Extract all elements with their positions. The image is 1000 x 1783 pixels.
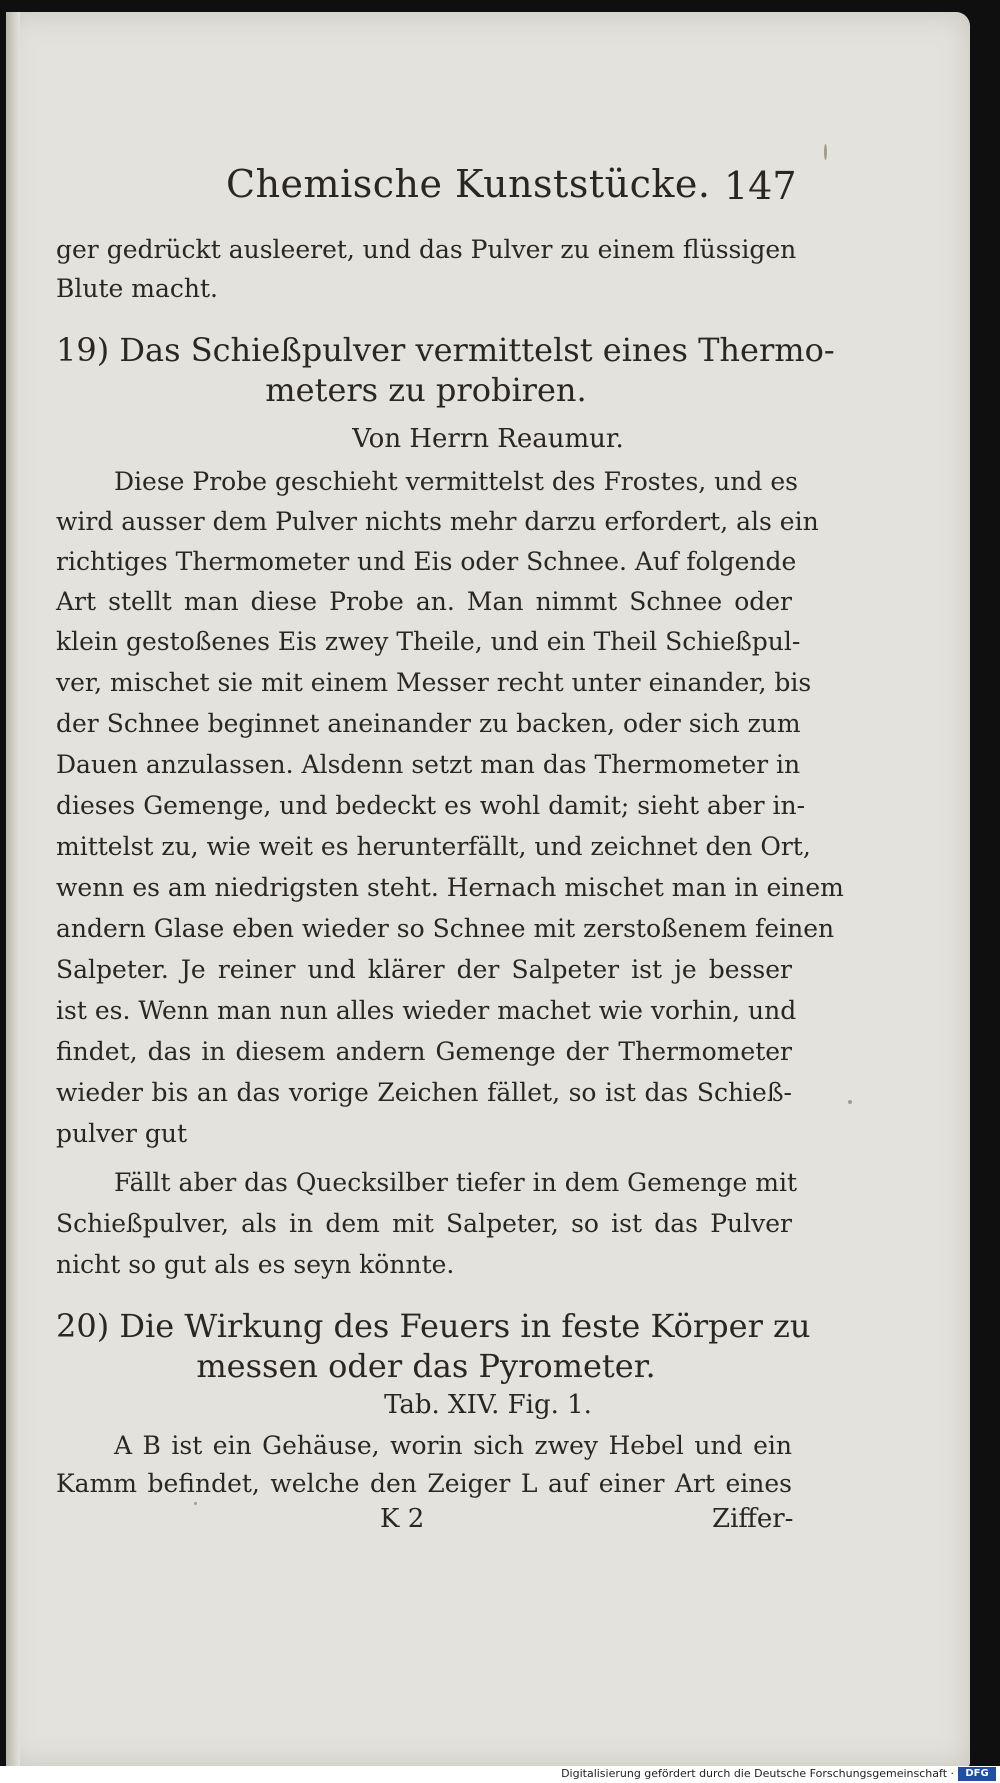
book-page bbox=[6, 12, 970, 1767]
paragraph-line: Salpeter. Je reiner und klärer der Salpeter ist je besser bbox=[56, 955, 792, 984]
figure-reference: Tab. XIV. Fig. 1. bbox=[384, 1390, 592, 1420]
paragraph-line: Schießpulver, als in dem mit Salpeter, so ist das Pulver bbox=[56, 1209, 792, 1238]
catchword: Ziffer- bbox=[712, 1504, 794, 1534]
running-header: Chemische Kunststücke. bbox=[226, 162, 711, 206]
paragraph-line: der Schnee beginnet aneinander zu backen, oder sich zum bbox=[56, 709, 801, 738]
paragraph-line: nicht so gut als es seyn könnte. bbox=[56, 1250, 455, 1279]
paragraph-line: richtiges Thermometer und Eis oder Schnee. Auf folgende bbox=[56, 547, 797, 576]
signature-mark: K 2 bbox=[380, 1504, 425, 1534]
paragraph-line: dieses Gemenge, und bedeckt es wohl damit; sieht aber in- bbox=[56, 791, 806, 820]
paragraph-line: Fällt aber das Quecksilber tiefer in dem Gemenge mit bbox=[114, 1168, 798, 1197]
paper-speck bbox=[824, 144, 827, 160]
paragraph-line: Dauen anzulassen. Alsdenn setzt man das Thermometer in bbox=[56, 750, 801, 779]
text-line: Blute macht. bbox=[56, 274, 218, 303]
paragraph-line: wieder bis an das vorige Zeichen fället, so ist das Schieß- bbox=[56, 1078, 792, 1107]
paper-speck bbox=[848, 1100, 852, 1104]
paragraph-line: findet, das in diesem andern Gemenge der Thermometer bbox=[56, 1037, 792, 1066]
paragraph-line: mittelst zu, wie weit es herunterfällt, und zeichnet den Ort, bbox=[56, 832, 811, 861]
section-heading-19-cont: meters zu probiren. bbox=[265, 371, 587, 409]
section-heading-19: 19) Das Schießpulver vermittelst eines Thermo- bbox=[56, 331, 835, 369]
page-number: 147 bbox=[724, 164, 797, 208]
paragraph-line: klein gestoßenes Eis zwey Theile, und ein Theil Schießpul- bbox=[56, 627, 801, 656]
paragraph-line: A B ist ein Gehäuse, worin sich zwey Hebel und ein bbox=[114, 1431, 792, 1460]
paragraph-line: ist es. Wenn man nun alles wieder machet wie vorhin, und bbox=[56, 996, 797, 1025]
paragraph-line: Kamm befindet, welche den Zeiger L auf einer Art eines bbox=[56, 1469, 792, 1498]
digitization-credit: Digitalisierung gefördert durch die Deutsche Forschungsgemeinschaft · bbox=[561, 1767, 954, 1780]
section-heading-20: 20) Die Wirkung des Feuers in feste Körper zu bbox=[56, 1307, 811, 1345]
paper-speck bbox=[194, 1502, 197, 1505]
paragraph-line: Art stellt man diese Probe an. Man nimmt Schnee oder bbox=[56, 587, 792, 616]
paragraph-line: wird ausser dem Pulver nichts mehr darzu erfordert, als ein bbox=[56, 507, 819, 536]
paragraph-line: pulver gut bbox=[56, 1119, 188, 1148]
paragraph-line: wenn es am niedrigsten steht. Hernach mischet man in einem bbox=[56, 873, 844, 902]
paragraph-line: andern Glase eben wieder so Schnee mit zerstoßenem feinen bbox=[56, 914, 835, 943]
section-byline-19: Von Herrn Reaumur. bbox=[352, 424, 624, 454]
dfg-logo: DFG bbox=[958, 1767, 996, 1781]
paragraph-line: Diese Probe geschieht vermittelst des Frostes, und es bbox=[114, 467, 798, 496]
paragraph-line: ver, mischet sie mit einem Messer recht unter einander, bis bbox=[56, 668, 812, 697]
section-heading-20-cont: messen oder das Pyrometer. bbox=[196, 1347, 656, 1385]
text-line: ger gedrückt ausleeret, und das Pulver zu einem flüssigen bbox=[56, 235, 797, 264]
page-spine-shadow bbox=[6, 12, 20, 1767]
